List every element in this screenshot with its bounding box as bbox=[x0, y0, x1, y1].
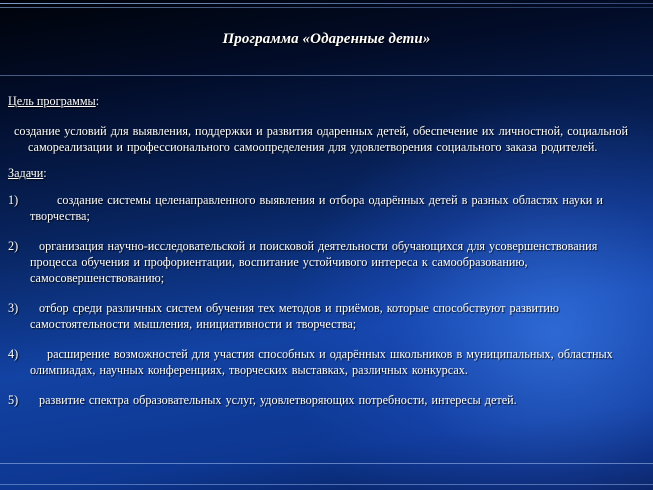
task-item bbox=[8, 238, 648, 286]
task-text: развитие спектра образовательных услуг, удовлетворяющих потребности, интересы детей. bbox=[39, 393, 517, 407]
bottom-divider-line bbox=[0, 463, 653, 464]
task-item bbox=[8, 346, 648, 378]
top-divider-line-secondary bbox=[0, 7, 653, 8]
task-text: организация научно-исследовательской и поисковой деятельности обучающихся для усовершенствования процесса обучения и профориентации, воспитание устойчивого интереса к самообразованию, самосовершенствованию; bbox=[30, 239, 598, 285]
task-number: 5) bbox=[8, 393, 19, 407]
task-number: 1) bbox=[8, 193, 19, 207]
task-number: 2) bbox=[8, 239, 19, 253]
task-item bbox=[8, 192, 648, 224]
goal-heading-row bbox=[8, 93, 648, 109]
tasks-heading-row bbox=[8, 165, 648, 181]
task-number: 4) bbox=[8, 347, 19, 361]
goal-text: создание условий для выявления, поддержки и развития одаренных детей, обеспечение их личностной, социальной самореализации и профессионального самоопределения для удовлетворения социального заказа родителей. bbox=[14, 124, 629, 154]
title-divider-line bbox=[0, 75, 653, 76]
slide-body bbox=[8, 93, 648, 408]
task-text: расширение возможностей для участия способных и одарённых школьников в муниципальных, областных олимпиадах, научных конференциях, творческих выставках, различных конкурсах. bbox=[30, 347, 613, 377]
task-number: 3) bbox=[8, 301, 19, 315]
goal-heading: Цель программы bbox=[8, 94, 96, 108]
slide-title: Программа «Одаренные дети» bbox=[222, 31, 431, 47]
tasks-heading: Задачи bbox=[8, 166, 44, 180]
task-item bbox=[8, 392, 648, 408]
tasks-heading-colon: : bbox=[43, 166, 47, 180]
goal-heading-colon: : bbox=[95, 94, 100, 108]
top-divider-line bbox=[0, 3, 653, 4]
task-text: создание системы целенаправленного выявления и отбора одарённых детей в разных областях науки и творчества; bbox=[30, 193, 603, 223]
task-item bbox=[8, 300, 648, 332]
task-text: отбор среди различных систем обучения тех методов и приёмов, которые способствуют развитию самостоятельности мышления, инициативности и творчества; bbox=[30, 301, 560, 331]
bottom-divider-line-secondary bbox=[0, 484, 653, 485]
